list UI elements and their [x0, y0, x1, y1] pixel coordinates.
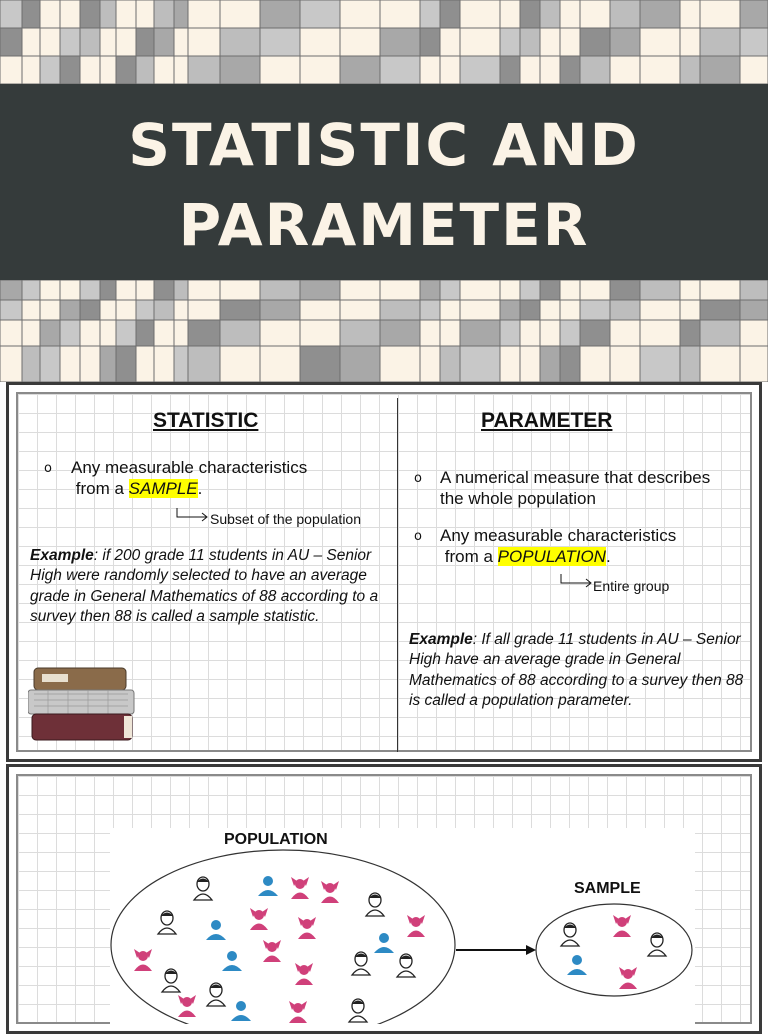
banner-tile: [610, 0, 640, 28]
banner-tile: [100, 320, 116, 346]
banner-tile: [100, 300, 116, 320]
banner-tile: [188, 0, 220, 28]
banner-tile: [220, 300, 260, 320]
banner-tile: [60, 320, 80, 346]
banner-tile: [700, 280, 740, 300]
banner-tile: [560, 0, 580, 28]
banner-tile: [116, 0, 136, 28]
banner-tile: [116, 28, 136, 56]
banner-tile: [40, 320, 60, 346]
banner-tile: [520, 300, 540, 320]
population-label: POPULATION: [224, 831, 328, 848]
banner-tile: [610, 346, 640, 382]
parameter-note: Entire group: [593, 578, 670, 594]
banner-tile: [154, 56, 174, 84]
statistic-definition-line1: Any measurable characteristics: [71, 458, 308, 477]
title-line-2: PARAMETER: [178, 191, 590, 259]
banner-tile: [380, 320, 420, 346]
banner-tile: [610, 56, 640, 84]
banner-tile: [580, 320, 610, 346]
banner-tile: [60, 28, 80, 56]
banner-tile: [740, 320, 768, 346]
banner-tile: [174, 346, 188, 382]
banner-tile: [40, 56, 60, 84]
banner-tile: [380, 28, 420, 56]
title-line-1: STATISTIC AND: [128, 111, 640, 179]
banner-tile: [136, 300, 154, 320]
banner-tile: [154, 300, 174, 320]
banner-tile: [560, 28, 580, 56]
banner-tile: [520, 346, 540, 382]
banner-tile: [740, 300, 768, 320]
banner-tile: [460, 56, 500, 84]
banner-tile: [540, 56, 560, 84]
banner-tile: [60, 300, 80, 320]
banner-tile: [540, 0, 560, 28]
banner-tile: [0, 320, 22, 346]
banner-tile: [60, 56, 80, 84]
banner-tile: [136, 280, 154, 300]
banner-tile: [440, 280, 460, 300]
banner-tile: [260, 280, 300, 300]
bullet-icon: o: [44, 461, 52, 476]
banner-tile: [188, 56, 220, 84]
banner-tile: [700, 320, 740, 346]
banner-tile: [700, 56, 740, 84]
banner-tile: [440, 300, 460, 320]
banner-tile: [340, 0, 380, 28]
banner-tile: [188, 300, 220, 320]
banner-tile: [380, 346, 420, 382]
banner-tile: [560, 346, 580, 382]
banner-tile: [640, 28, 680, 56]
banner-tile: [380, 280, 420, 300]
banner-tile: [40, 280, 60, 300]
statistic-definition-period: .: [197, 479, 203, 498]
banner-tile: [580, 280, 610, 300]
banner-tile: [420, 56, 440, 84]
banner-tile: [420, 280, 440, 300]
banner-tile: [560, 320, 580, 346]
banner-tile: [520, 280, 540, 300]
banner-tile: [680, 346, 700, 382]
banner-tile: [174, 320, 188, 346]
banner-tile: [680, 28, 700, 56]
banner-tile: [740, 56, 768, 84]
banner-tile: [500, 346, 520, 382]
banner-tile: [22, 56, 40, 84]
banner-tile: [22, 346, 40, 382]
banner-tile: [560, 56, 580, 84]
banner-tile: [520, 320, 540, 346]
banner-tile: [540, 28, 560, 56]
banner-tile: [0, 280, 22, 300]
banner-tile: [260, 56, 300, 84]
banner-tile: [580, 28, 610, 56]
banner-tile: [116, 346, 136, 382]
parameter-example: [409, 630, 749, 711]
banner-tile: [0, 300, 22, 320]
banner-tile: [60, 280, 80, 300]
banner-tile: [136, 346, 154, 382]
banner-tile: [300, 0, 340, 28]
statistic-example: [30, 546, 394, 627]
banner-tile: [640, 56, 680, 84]
banner-tile: [740, 280, 768, 300]
banner-tile: [700, 346, 740, 382]
banner-tile: [560, 300, 580, 320]
banner-tile: [640, 0, 680, 28]
banner-tile: [740, 346, 768, 382]
banner-tile: [560, 280, 580, 300]
banner-tile: [380, 300, 420, 320]
banner-tile: [80, 280, 100, 300]
banner-tile: [80, 300, 100, 320]
banner-tile: [520, 28, 540, 56]
banner-tile: [136, 56, 154, 84]
banner-tile: [610, 28, 640, 56]
banner-tile: [0, 56, 22, 84]
banner-tile: [80, 0, 100, 28]
banner-tile: [154, 0, 174, 28]
banner-tile: [520, 0, 540, 28]
statistic-definition-line2: from a: [75, 479, 129, 498]
banner-tile: [0, 28, 22, 56]
parameter-example-text: : If all grade 11 students in AU – Senior High have an average grade in General Mathematics of 88 according to a survey then 88 is called a population parameter.: [409, 631, 744, 709]
banner-tile: [100, 28, 116, 56]
banner-tile: [580, 346, 610, 382]
banner-tile: [580, 0, 610, 28]
banner-tile: [188, 28, 220, 56]
banner-tile: [80, 56, 100, 84]
banner-tile: [420, 0, 440, 28]
banner-tile: [300, 28, 340, 56]
diagram-area: [110, 828, 695, 1024]
banner-tile: [540, 320, 560, 346]
parameter-definition-2-line1: Any measurable characteristics: [440, 526, 677, 545]
banner-tile: [500, 0, 520, 28]
banner-tile: [0, 346, 22, 382]
banner-tile: [460, 280, 500, 300]
banner-tile: [220, 56, 260, 84]
banner-tile: [300, 56, 340, 84]
banner-tile: [40, 300, 60, 320]
banner-tile: [340, 346, 380, 382]
banner-tile: [460, 320, 500, 346]
banner-tile: [440, 320, 460, 346]
banner-tile: [22, 320, 40, 346]
banner-tile: [700, 0, 740, 28]
banner-tile: [220, 0, 260, 28]
banner-tile: [260, 28, 300, 56]
banner-tile: [154, 280, 174, 300]
banner-tile: [700, 28, 740, 56]
banner-tile: [116, 56, 136, 84]
banner-tile: [340, 320, 380, 346]
banner-tile: [80, 346, 100, 382]
banner-tile: [116, 300, 136, 320]
header-banner: [0, 0, 768, 382]
banner-tile: [154, 320, 174, 346]
banner-tile: [740, 28, 768, 56]
banner-tile: [540, 300, 560, 320]
banner-tile: [22, 28, 40, 56]
parameter-definition-1: A numerical measure that describes the whole population: [440, 468, 711, 508]
banner-tile: [260, 0, 300, 28]
banner-tile: [680, 300, 700, 320]
banner-tile: [22, 0, 40, 28]
banner-tile: [340, 280, 380, 300]
banner-tile: [80, 28, 100, 56]
banner-tile: [300, 320, 340, 346]
banner-tile: [188, 320, 220, 346]
arrow-icon: [176, 508, 210, 522]
banner-tile: [260, 300, 300, 320]
banner-tile: [174, 0, 188, 28]
parameter-definition-2-line2: from a: [444, 547, 498, 566]
sample-label: SAMPLE: [574, 880, 641, 897]
banner-tile: [540, 280, 560, 300]
banner-tile: [100, 346, 116, 382]
banner-tile: [440, 56, 460, 84]
parameter-heading: PARAMETER: [481, 409, 613, 432]
statistic-example-text: : if 200 grade 11 students in AU – Senior High were randomly selected to have an average grade in General Mathematics of 88 according to a survey then 88 is called a sample statistic.: [30, 547, 379, 625]
banner-tile: [40, 28, 60, 56]
banner-tile: [340, 28, 380, 56]
banner-tile: [22, 280, 40, 300]
parameter-definition-2-period: .: [605, 547, 611, 566]
banner-tile: [460, 28, 500, 56]
banner-tile: [188, 280, 220, 300]
banner-tile: [340, 56, 380, 84]
banner-tile: [60, 346, 80, 382]
arrow-icon: [560, 574, 594, 588]
banner-tile: [154, 346, 174, 382]
banner-tile: [136, 28, 154, 56]
banner-tile: [500, 28, 520, 56]
banner-tile: [220, 28, 260, 56]
parameter-example-label: Example: [409, 631, 473, 648]
banner-tile: [60, 0, 80, 28]
column-divider: [397, 398, 398, 752]
banner-tile: [460, 300, 500, 320]
books-icon: [28, 664, 138, 746]
banner-tile: [580, 300, 610, 320]
banner-tile: [260, 320, 300, 346]
banner-tile: [610, 320, 640, 346]
banner-tile: [174, 280, 188, 300]
sample-highlight: SAMPLE: [128, 479, 198, 498]
banner-tile: [80, 320, 100, 346]
banner-tile: [136, 0, 154, 28]
banner-tile: [640, 346, 680, 382]
banner-tile: [220, 280, 260, 300]
banner-tile: [340, 300, 380, 320]
banner-tile: [680, 280, 700, 300]
banner-tile: [380, 0, 420, 28]
banner-tile: [420, 320, 440, 346]
banner-tile: [154, 28, 174, 56]
bullet-icon: o: [414, 471, 422, 486]
banner-tile: [116, 280, 136, 300]
banner-tile: [300, 300, 340, 320]
banner-tile: [420, 346, 440, 382]
parameter-definition-2: [440, 525, 740, 567]
banner-tile: [100, 0, 116, 28]
banner-tile: [440, 0, 460, 28]
banner-tile: [500, 280, 520, 300]
banner-tile: [680, 320, 700, 346]
banner-tile: [520, 56, 540, 84]
bullet-icon: o: [414, 529, 422, 544]
statistic-example-label: Example: [30, 547, 94, 564]
banner-tile: [740, 0, 768, 28]
banner-tile: [116, 320, 136, 346]
statistic-definition: [71, 457, 391, 499]
banner-tile: [136, 320, 154, 346]
banner-tile: [260, 346, 300, 382]
banner-tile: [700, 300, 740, 320]
banner-tile: [500, 56, 520, 84]
banner-tile: [540, 346, 560, 382]
statistic-heading: STATISTIC: [153, 409, 259, 432]
banner-tile: [440, 28, 460, 56]
banner-tile: [610, 280, 640, 300]
banner-tile: [300, 346, 340, 382]
banner-tile: [640, 300, 680, 320]
banner-tile: [500, 320, 520, 346]
banner-tile: [174, 56, 188, 84]
title-bar: [0, 84, 768, 280]
statistic-note: Subset of the population: [210, 511, 362, 527]
banner-tile: [380, 56, 420, 84]
banner-tile: [640, 320, 680, 346]
banner-tile: [440, 346, 460, 382]
banner-tile: [0, 0, 22, 28]
banner-tile: [500, 300, 520, 320]
banner-tile: [174, 28, 188, 56]
banner-tile: [188, 346, 220, 382]
banner-tile: [22, 300, 40, 320]
banner-tile: [100, 280, 116, 300]
banner-tile: [460, 346, 500, 382]
banner-tile: [300, 280, 340, 300]
banner-tile: [680, 0, 700, 28]
banner-tile: [40, 0, 60, 28]
banner-tile: [420, 300, 440, 320]
banner-tile: [220, 346, 260, 382]
banner-tile: [420, 28, 440, 56]
banner-tile: [100, 56, 116, 84]
banner-tile: [220, 320, 260, 346]
banner-tile: [460, 0, 500, 28]
banner-tile: [580, 56, 610, 84]
banner-tile: [640, 280, 680, 300]
banner-tile: [610, 300, 640, 320]
banner-tile: [680, 56, 700, 84]
population-highlight: POPULATION: [497, 547, 606, 566]
banner-tile: [40, 346, 60, 382]
banner-tile: [174, 300, 188, 320]
